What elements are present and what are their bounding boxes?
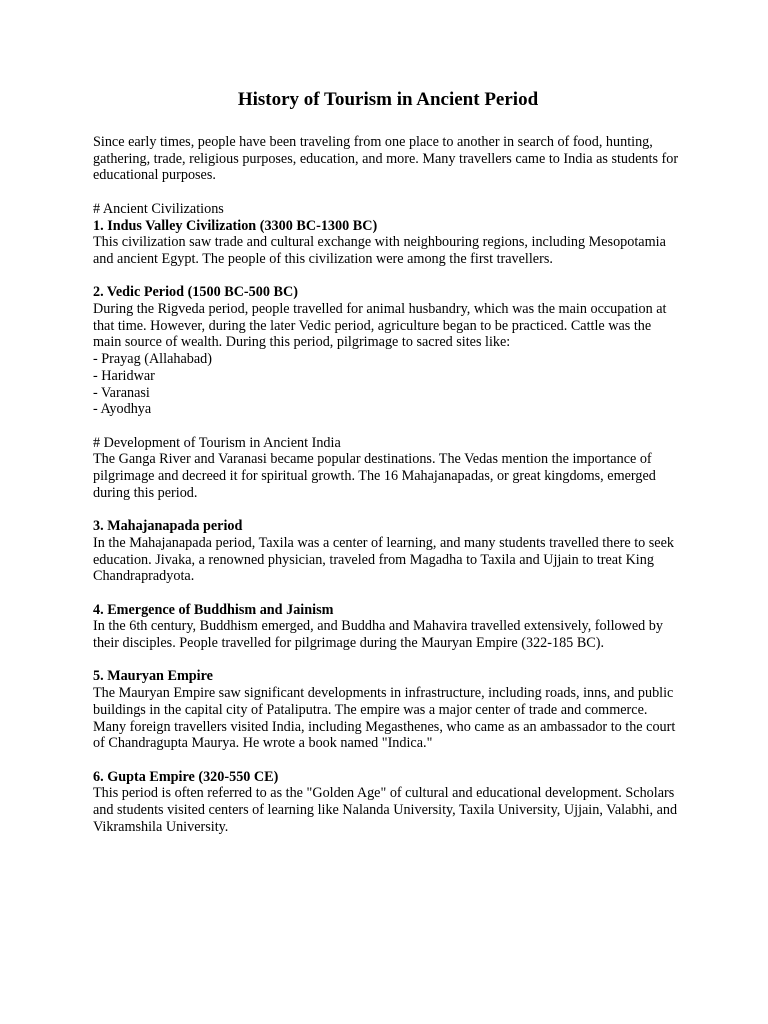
heading-mauryan-empire: 5. Mauryan Empire xyxy=(93,668,213,685)
body-indus-valley: This civilization saw trade and cultural exchange with neighbouring regions, including Mesopotamia and ancient Egypt. The people of this civilization were among the first travellers. xyxy=(93,234,666,267)
list-item: - Ayodhya xyxy=(93,401,152,418)
spacer xyxy=(93,184,683,201)
spacer xyxy=(93,585,683,602)
list-item: - Haridwar xyxy=(93,367,155,384)
list-item: - Prayag (Allahabad) xyxy=(93,351,212,368)
heading-gupta-empire: 6. Gupta Empire (320-550 CE) xyxy=(93,768,279,785)
body-mahajanapada: In the Mahajanapada period, Taxila was a center of learning, and many students travelled there to seek education. Jivaka, a renowned physician, traveled from Magadha to Taxila and Ujjain to treat King Chandrapradyota. xyxy=(93,534,674,585)
heading-indus-valley: 1. Indus Valley Civilization (3300 BC-1300 BC) xyxy=(93,217,378,234)
list-item: - Varanasi xyxy=(93,384,150,401)
body-development: The Ganga River and Varanasi became popular destinations. The Vedas mention the importance of pilgrimage and decreed it for spiritual growth. The 16 Mahajanapadas, or great kingdoms, emerged during this period. xyxy=(93,451,656,501)
body-buddhism-jainism: In the 6th century, Buddhism emerged, and Buddha and Mahavira travelled extensively, followed by their disciples. People travelled for pilgrimage during the Mauryan Empire (322-185 BC). xyxy=(93,618,663,652)
body-vedic-period: During the Rigveda period, people travelled for animal husbandry, which was the main occupation at that time. However, during the later Vedic period, agriculture began to be practiced. Cattle was the main source of wealth. During this period, pilgrimage to sacred sites like: xyxy=(93,301,667,351)
intro-paragraph: Since early times, people have been traveling from one place to another in search of food, hunting, gathering, trade, religious purposes, education, and more. Many travellers came to India as students for educational purposes. xyxy=(93,134,679,184)
document-title: History of Tourism in Ancient Period xyxy=(237,89,539,110)
spacer xyxy=(93,652,683,669)
document-page xyxy=(93,88,683,835)
spacer xyxy=(93,752,683,769)
spacer xyxy=(93,418,683,435)
body-gupta-empire: This period is often referred to as the "Golden Age" of cultural and educational development. Scholars and students visited centers of learning like Nalanda University, Taxila University, Ujjain, Valabhi, and Vikramshila University. xyxy=(93,785,678,835)
section-marker-development: # Development of Tourism in Ancient India xyxy=(93,434,341,451)
section-marker-ancient-civilizations: # Ancient Civilizations xyxy=(93,200,224,217)
spacer xyxy=(93,268,683,285)
heading-buddhism-jainism: 4. Emergence of Buddhism and Jainism xyxy=(93,601,334,618)
spacer xyxy=(93,501,683,518)
sacred-sites-list xyxy=(93,351,683,418)
body-mauryan-empire: The Mauryan Empire saw significant developments in infrastructure, including roads, inns, and public buildings in the capital city of Pataliputra. The empire was a major center of trade and commerce. Many foreign travellers visited India, including Megasthenes, who came as an ambassador to the court of Chandragupta Maurya. He wrote a book named "Indica." xyxy=(93,685,676,752)
heading-vedic-period: 2. Vedic Period (1500 BC-500 BC) xyxy=(93,284,298,301)
heading-mahajanapada: 3. Mahajanapada period xyxy=(93,518,243,535)
